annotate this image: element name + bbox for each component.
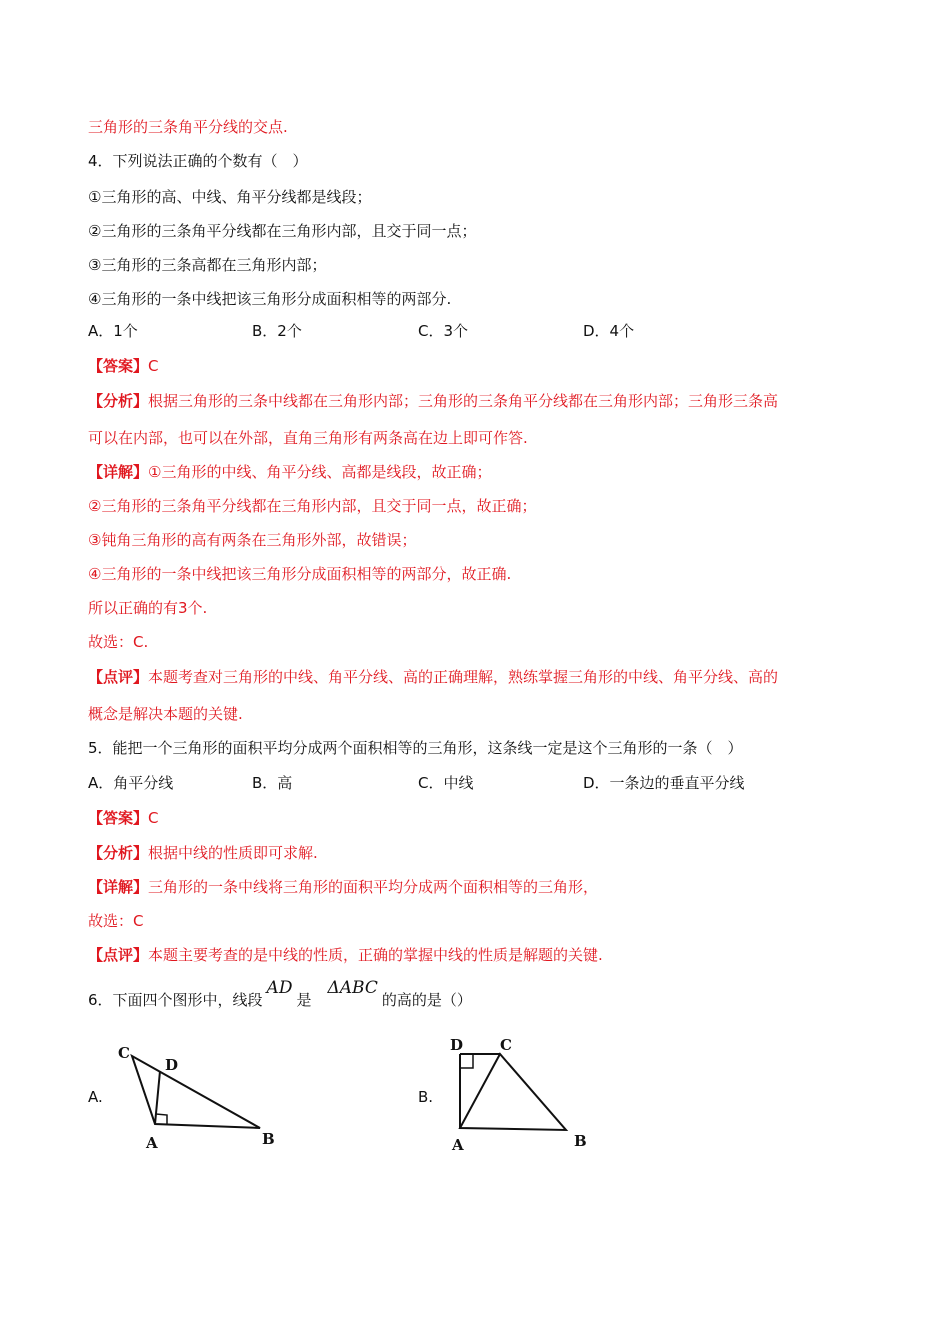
q4-detail-line-5: 所以正确的有3个. bbox=[88, 599, 208, 617]
q4-option-b: B．2个 bbox=[252, 322, 302, 340]
analysis-tag: 【分析】 bbox=[88, 392, 149, 410]
q4-choose: 故选：C. bbox=[88, 633, 149, 651]
q4-statement-2: ②三角形的三条角平分线都在三角形内部，且交于同一点； bbox=[88, 222, 477, 240]
q4-option-d: D．4个 bbox=[583, 322, 635, 340]
comment-tag: 【点评】 bbox=[88, 946, 149, 964]
q4-comment-line-2: 概念是解决本题的关键. bbox=[88, 705, 243, 723]
q6-figure-a bbox=[110, 1038, 290, 1158]
q6-segment-ad: AD bbox=[266, 978, 293, 998]
right-angle-mark bbox=[460, 1054, 473, 1068]
answer-tag: 【答案】 bbox=[88, 357, 149, 375]
q6-figure-b bbox=[440, 1032, 610, 1157]
q4-answer bbox=[88, 355, 159, 377]
q5-analysis bbox=[88, 842, 318, 864]
q5-detail bbox=[88, 876, 598, 898]
right-angle-mark bbox=[156, 1114, 167, 1124]
vertex-a-label: A bbox=[146, 1134, 158, 1152]
comment-tag: 【点评】 bbox=[88, 668, 149, 686]
analysis-text: 根据中线的性质即可求解. bbox=[148, 844, 318, 862]
q4-statement-4: ④三角形的一条中线把该三角形分成面积相等的两部分. bbox=[88, 290, 452, 308]
q5-option-c: C．中线 bbox=[418, 774, 474, 792]
q4-detail-line-2: ②三角形的三条角平分线都在三角形内部，且交于同一点，故正确； bbox=[88, 497, 537, 515]
vertex-b-label: B bbox=[262, 1130, 275, 1148]
triangle-abc-outline bbox=[132, 1056, 260, 1128]
prev-answer-tail: 三角形的三条角平分线的交点. bbox=[88, 118, 288, 136]
answer-value: C bbox=[148, 809, 159, 827]
q6-stem-pre: 6．下面四个图形中，线段 bbox=[88, 991, 263, 1009]
analysis-tag: 【分析】 bbox=[88, 844, 149, 862]
answer-tag: 【答案】 bbox=[88, 809, 149, 827]
q5-choose: 故选：C bbox=[88, 912, 144, 930]
vertex-d-label: D bbox=[450, 1036, 464, 1054]
q5-answer bbox=[88, 807, 159, 829]
q4-stem: 4．下列说法正确的个数有（ ） bbox=[88, 152, 308, 170]
q6-stem-mid: 是 bbox=[296, 991, 312, 1009]
comment-text: 本题主要考查的是中线的性质，正确的掌握中线的性质是解题的关键. bbox=[148, 946, 603, 964]
q6-figure-a-label: A. bbox=[88, 1088, 103, 1106]
q5-option-b: B．高 bbox=[252, 774, 293, 792]
detail-tag: 【详解】 bbox=[88, 878, 149, 896]
q6-figure-b-label: B. bbox=[418, 1088, 434, 1106]
q5-comment bbox=[88, 944, 603, 966]
q4-analysis-line-1 bbox=[88, 390, 778, 412]
q6-triangle-abc: ΔABC bbox=[327, 978, 378, 998]
q6-stem bbox=[88, 978, 472, 1012]
triangle-abc-outline bbox=[460, 1054, 566, 1130]
q4-detail-line-3: ③钝角三角形的高有两条在三角形外部，故错误； bbox=[88, 531, 417, 549]
vertex-a-label: A bbox=[452, 1136, 464, 1154]
comment-text: 本题考查对三角形的中线、角平分线、高的正确理解，熟练掌握三角形的中线、角平分线、高的 bbox=[148, 668, 779, 686]
detail-text: ①三角形的中线、角平分线、高都是线段，故正确； bbox=[148, 463, 492, 481]
answer-value: C bbox=[148, 357, 159, 375]
q4-detail-line-4: ④三角形的一条中线把该三角形分成面积相等的两部分，故正确. bbox=[88, 565, 512, 583]
segment-ad bbox=[155, 1071, 160, 1124]
q4-statement-3: ③三角形的三条高都在三角形内部； bbox=[88, 256, 327, 274]
vertex-b-label: B bbox=[574, 1132, 587, 1150]
q5-stem: 5．能把一个三角形的面积平均分成两个面积相等的三角形，这条线一定是这个三角形的一条（ ） bbox=[88, 739, 743, 757]
q4-statement-1: ①三角形的高、中线、角平分线都是线段； bbox=[88, 188, 372, 206]
q4-analysis-line-2: 可以在内部，也可以在外部，直角三角形有两条高在边上即可作答. bbox=[88, 429, 528, 447]
detail-text: 三角形的一条中线将三角形的面积平均分成两个面积相等的三角形， bbox=[148, 878, 599, 896]
q4-comment-line-1 bbox=[88, 666, 778, 688]
q4-option-a: A．1个 bbox=[88, 322, 138, 340]
q4-option-c: C．3个 bbox=[418, 322, 469, 340]
q4-detail-line-1 bbox=[88, 461, 491, 483]
vertex-d-label: D bbox=[165, 1056, 179, 1074]
q5-option-d: D．一条边的垂直平分线 bbox=[583, 774, 745, 792]
q6-stem-post: 的高的是（） bbox=[381, 991, 472, 1009]
vertex-c-label: C bbox=[118, 1044, 130, 1062]
vertex-c-label: C bbox=[500, 1036, 512, 1054]
q5-option-a: A．角平分线 bbox=[88, 774, 174, 792]
detail-tag: 【详解】 bbox=[88, 463, 149, 481]
analysis-text: 根据三角形的三条中线都在三角形内部；三角形的三条角平分线都在三角形内部；三角形三条高 bbox=[148, 392, 779, 410]
